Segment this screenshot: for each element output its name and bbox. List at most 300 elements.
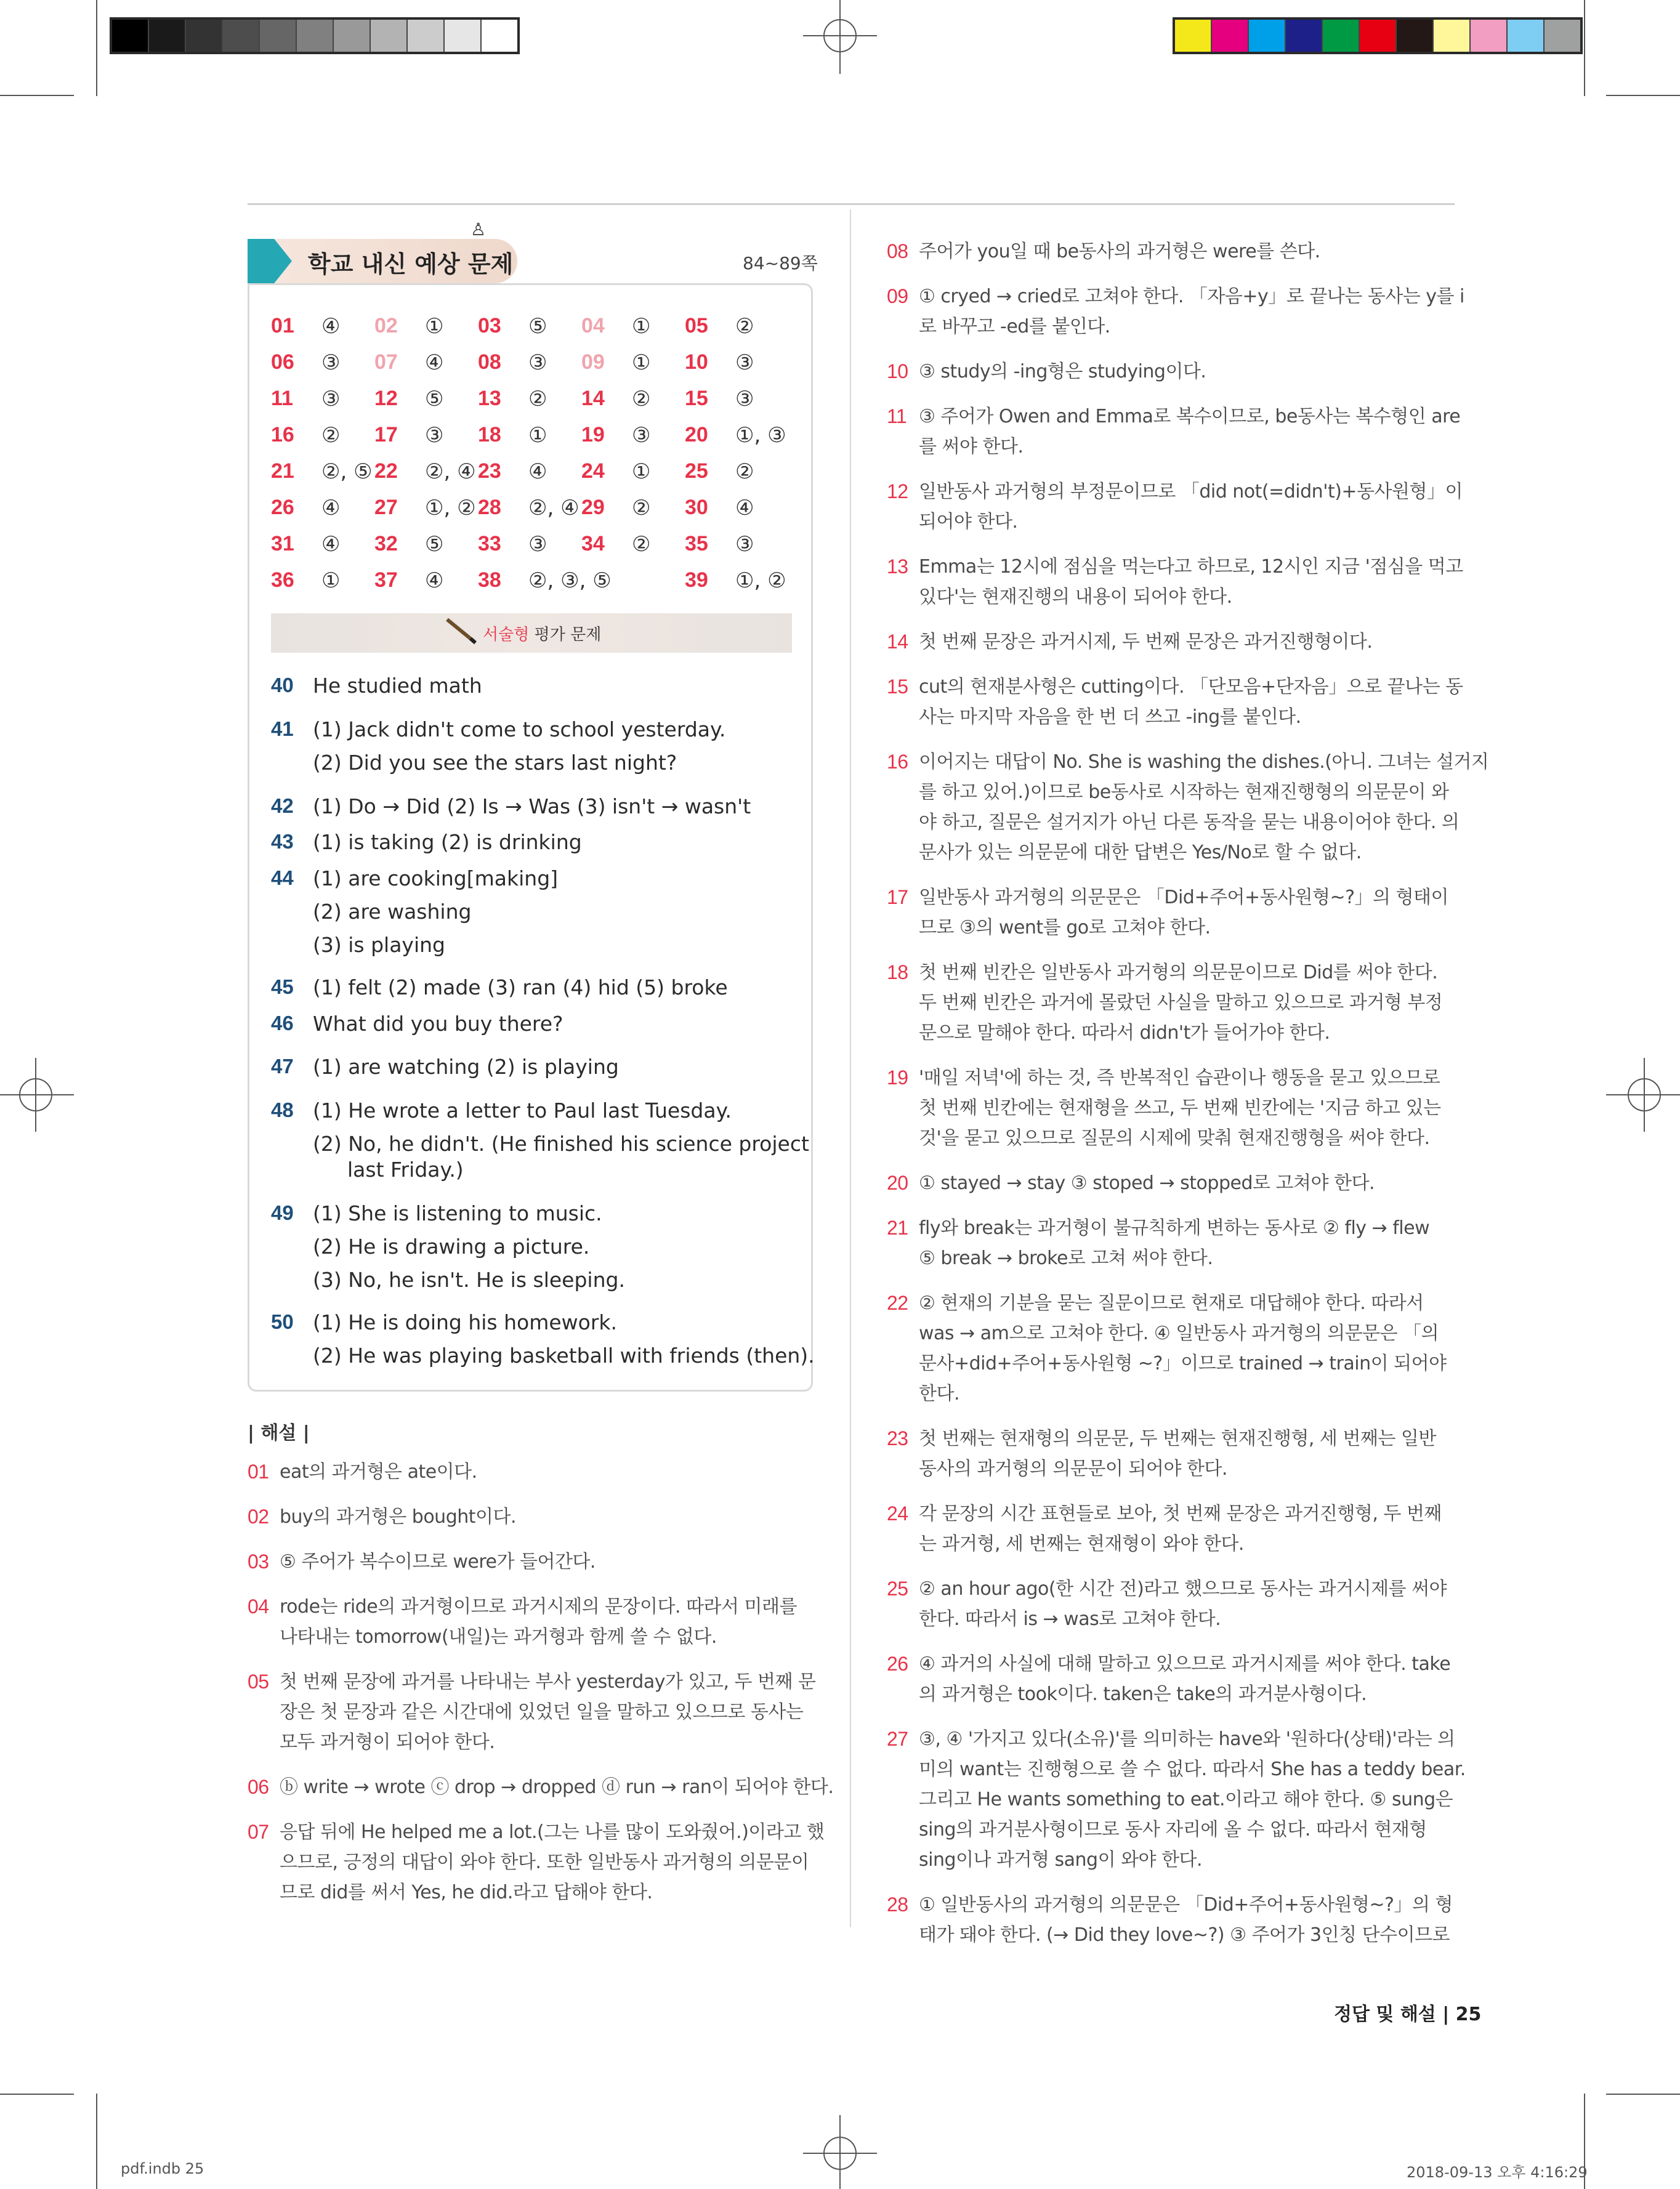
- explanation-number: 05: [248, 1671, 269, 1693]
- explanation-line: 한다.: [919, 1383, 959, 1405]
- answer-value: ③: [528, 350, 547, 375]
- answer-number: 01: [271, 313, 294, 337]
- explanation-line: 첫 번째 문장은 과거시제, 두 번째 문장은 과거진행형이다.: [919, 631, 1373, 653]
- explanation-line: 일반동사 과거형의 의문문은 「Did+주어+동사원형~?」의 형태이: [919, 887, 1449, 908]
- answer-cell: [271, 423, 374, 448]
- answer-number: 28: [478, 495, 501, 519]
- answer-value: ②, ④: [528, 495, 580, 520]
- explanation-line: 한다. 따라서 is → was로 고쳐야 한다.: [919, 1608, 1221, 1630]
- answer-cell: [271, 350, 374, 375]
- explanation-line: 첫 번째는 현재형의 의문문, 두 번째는 현재진행형, 세 번째는 일반: [919, 1428, 1436, 1449]
- explanation-text: [919, 957, 1442, 1048]
- question-number: 41: [271, 717, 294, 740]
- explanation-number: 17: [887, 886, 908, 908]
- answer-number: 29: [581, 495, 605, 519]
- essay-label-colored: 서술형: [483, 626, 530, 644]
- answer-text: (1) Do → Did (2) Is → Was (3) isn't → wasn't: [313, 794, 751, 818]
- file-slug: pdf.indb 25: [121, 2160, 204, 2177]
- answer-value: ③: [321, 386, 341, 411]
- answer-number: 20: [685, 422, 708, 446]
- answer-row: [271, 417, 801, 453]
- answer-value: ④: [321, 531, 341, 557]
- answer-row: [271, 562, 801, 599]
- answer-cell: [581, 350, 685, 375]
- color-swatch: [1397, 20, 1434, 52]
- explanation-line: 첫 번째 빈칸은 일반동사 과거형의 의문문이므로 Did를 써야 한다.: [919, 962, 1438, 983]
- registration-mark-icon: [803, 2115, 877, 2189]
- explanation-line: 므로 did를 써서 Yes, he did.라고 답해야 한다.: [280, 1882, 653, 1903]
- registration-mark-icon: [1606, 1058, 1680, 1132]
- answer-cell: [685, 423, 788, 448]
- answer-cell: [478, 350, 581, 375]
- explanation-number: 25: [887, 1578, 908, 1600]
- color-swatch: [260, 20, 297, 52]
- answer-value: ②, ⑤: [321, 459, 373, 484]
- answer-cell: [374, 532, 478, 557]
- answer-number: 13: [478, 386, 501, 410]
- answer-number: 05: [685, 313, 708, 337]
- answer-cell: [374, 314, 478, 339]
- answer-text: (1) He is doing his homework.: [313, 1310, 618, 1334]
- color-swatch: [112, 20, 149, 52]
- answer-row: [271, 490, 801, 526]
- answer-number: 09: [581, 350, 605, 374]
- answer-text: (3) is playing: [313, 933, 445, 957]
- answer-number: 30: [685, 495, 708, 519]
- explanation-text: [919, 1213, 1429, 1273]
- explanation-line: 장은 첫 문장과 같은 시간대에 있었던 일을 말하고 있으므로 동사는: [280, 1701, 804, 1723]
- color-swatch: [408, 20, 445, 52]
- answer-cell: [581, 496, 685, 520]
- explanation-number: 13: [887, 555, 908, 578]
- explanation-line: 태가 돼야 한다. (→ Did they love~?) ③ 주어가 3인칭 단수이므로: [919, 1924, 1450, 1946]
- explanation-line: buy의 과거형은 bought이다.: [280, 1506, 517, 1528]
- answer-value: ④: [425, 568, 444, 593]
- answer-number: 37: [374, 568, 398, 592]
- answer-number: 22: [374, 459, 398, 483]
- explanation-number: 14: [887, 631, 908, 653]
- question-number: 45: [271, 975, 294, 998]
- answer-value: ③: [735, 531, 754, 557]
- explanation-line: 각 문장의 시간 표현들로 보아, 첫 번째 문장은 과거진행형, 두 번째: [919, 1503, 1442, 1525]
- question-number: 49: [271, 1201, 294, 1224]
- crop-mark: [96, 2094, 97, 2189]
- answer-number: 16: [271, 422, 294, 446]
- answer-number: 15: [685, 386, 708, 410]
- explanation-number: 11: [887, 405, 907, 427]
- explanation-text: [919, 1574, 1447, 1634]
- explanation-text: [919, 1890, 1453, 1950]
- explanation-line: sing이나 과거형 sang이 와야 한다.: [919, 1849, 1203, 1871]
- explanation-text: [919, 627, 1372, 657]
- explanation-number: 02: [248, 1506, 269, 1528]
- explanation-text: [919, 1168, 1375, 1198]
- question-number: 50: [271, 1310, 294, 1333]
- answer-number: 31: [271, 531, 294, 555]
- answer-value: ③: [632, 422, 651, 448]
- color-swatch: [445, 20, 482, 52]
- top-rule: [248, 203, 1455, 205]
- explanation-text: [919, 357, 1206, 387]
- explanation-line: ⑤ break → broke로 고쳐 써야 한다.: [919, 1248, 1213, 1269]
- explanation-number: 10: [887, 360, 908, 382]
- answer-value: ⑤: [528, 313, 547, 339]
- explanation-line: ⓑ write → wrote ⓒ drop → dropped ⓓ run → ran이 되어야 한다.: [280, 1776, 834, 1798]
- color-swatch: [1545, 20, 1580, 52]
- answer-number: 35: [685, 531, 708, 555]
- explanation-line: 으므로, 긍정의 대답이 와야 한다. 또한 일반동사 과거형의 의문문이: [280, 1852, 809, 1873]
- answer-text: (1) Jack didn't come to school yesterday.: [313, 717, 726, 741]
- answer-value: ②: [632, 531, 651, 557]
- explanation-number: 15: [887, 675, 908, 698]
- explanation-text: [919, 552, 1463, 612]
- answer-row: [271, 308, 801, 344]
- color-swatch: [1323, 20, 1360, 52]
- answer-cell: [581, 459, 685, 484]
- answer-number: 17: [374, 422, 398, 446]
- answer-cell: [478, 387, 581, 411]
- answer-value: ②, ④: [425, 459, 476, 484]
- answer-cell: [478, 496, 581, 520]
- explanation-line: ① stayed → stay ③ stoped → stopped로 고쳐야 한다.: [919, 1172, 1375, 1194]
- explanation-line: was → am으로 고쳐야 한다. ④ 일반동사 과거형의 의문문은 「의: [919, 1323, 1439, 1344]
- answer-cell: [271, 496, 374, 520]
- explanation-number: 08: [887, 240, 908, 262]
- explanation-number: 24: [887, 1502, 908, 1525]
- question-number: 47: [271, 1055, 294, 1078]
- answer-text: (2) are washing: [313, 900, 472, 924]
- essay-label-rest: 평가 문제: [529, 626, 602, 644]
- explanation-line: 사는 마지막 자음을 한 번 더 쓰고 -ing를 붙인다.: [919, 706, 1301, 728]
- answer-row: [271, 453, 801, 490]
- answer-number: 32: [374, 531, 398, 555]
- explanation-line: ① cryed → cried로 고쳐야 한다. 「자음+y」로 끝나는 동사는 y를 i: [919, 286, 1464, 307]
- answer-number: 19: [581, 422, 605, 446]
- explanation-line: 있다'는 현재진행의 내용이 되어야 한다.: [919, 586, 1232, 608]
- explanation-number: 07: [248, 1821, 269, 1843]
- page-footer-label: 정답 및 해설 | 25: [1334, 2004, 1482, 2025]
- crop-mark: [1606, 2094, 1680, 2095]
- answer-cell: [478, 532, 581, 557]
- color-swatch: [1212, 20, 1249, 52]
- color-swatch: [223, 20, 260, 52]
- answer-number: 27: [374, 495, 398, 519]
- answer-cell: [478, 568, 685, 593]
- answer-number: 34: [581, 531, 605, 555]
- answer-value: ②: [528, 386, 547, 411]
- answer-value: ①: [321, 568, 341, 593]
- answer-number: 04: [581, 313, 605, 337]
- explanation-text: [919, 401, 1460, 462]
- answer-value: ③: [425, 422, 444, 448]
- explanation-line: 미의 want는 진행형으로 쓸 수 없다. 따라서 She has a teddy bear.: [919, 1759, 1466, 1780]
- answer-cell: [581, 423, 685, 448]
- answer-cell: [685, 496, 788, 520]
- answer-text: (3) No, he isn't. He is sleeping.: [313, 1268, 625, 1292]
- answer-number: 10: [685, 350, 708, 374]
- explanation-line: 첫 번째 문장에 과거를 나타내는 부사 yesterday가 있고, 두 번째 문: [280, 1671, 816, 1693]
- answer-value: ④: [321, 495, 341, 520]
- color-swatch: [186, 20, 223, 52]
- explanation-number: 06: [248, 1776, 269, 1798]
- answer-number: 06: [271, 350, 294, 374]
- color-swatch: [149, 20, 186, 52]
- answer-cell: [374, 423, 478, 448]
- answer-cell: [271, 532, 374, 557]
- question-number: 48: [271, 1099, 294, 1121]
- explanation-number: 28: [887, 1893, 908, 1916]
- explanation-line: 문으로 말해야 한다. 따라서 didn't가 들어가야 한다.: [919, 1022, 1330, 1044]
- explanation-number: 04: [248, 1595, 269, 1618]
- explanation-number: 21: [887, 1217, 908, 1239]
- page-range: 84~89쪽: [743, 253, 818, 273]
- color-swatch: [1249, 20, 1286, 52]
- explanation-line: rode는 ride의 과거형이므로 과거시제의 문장이다. 따라서 미래를: [280, 1596, 797, 1618]
- answer-number: 08: [478, 350, 501, 374]
- cmyk-color-bar: [1173, 17, 1583, 54]
- answer-value: ②, ③, ⑤: [528, 568, 612, 593]
- question-number: 46: [271, 1012, 294, 1034]
- answer-value: ①: [632, 350, 651, 375]
- answer-value: ①: [425, 313, 444, 339]
- explanation-line: 는 과거형, 세 번째는 현재형이 와야 한다.: [919, 1533, 1244, 1555]
- explanation-line: '매일 저녁'에 하는 것, 즉 반복적인 습관이나 행동을 묻고 있으므로: [919, 1067, 1440, 1089]
- color-swatch: [1471, 20, 1508, 52]
- explanation-line: 문사+did+주어+동사원형 ~?」이므로 trained → train이 되어야: [919, 1353, 1447, 1374]
- explanation-number: 12: [887, 480, 908, 502]
- answer-row: [271, 526, 801, 562]
- explanation-text: [280, 1547, 596, 1577]
- question-number: 42: [271, 794, 294, 817]
- answer-cell: [374, 496, 478, 520]
- answer-number: 33: [478, 531, 501, 555]
- answer-number: 24: [581, 459, 605, 483]
- answer-number: 36: [271, 568, 294, 592]
- explanation-text: [919, 1288, 1447, 1409]
- answer-cell: [271, 387, 374, 411]
- answer-value: ①: [632, 313, 651, 339]
- student-icon: ♙: [470, 219, 487, 240]
- color-swatch: [1175, 20, 1212, 52]
- pencil-icon: [443, 616, 480, 647]
- explanation-line: cut의 현재분사형은 cutting이다. 「단모음+단자음」으로 끝나는 동: [919, 676, 1463, 698]
- answer-value: ②: [632, 495, 651, 520]
- answer-cell: [271, 459, 374, 484]
- explanation-number: 09: [887, 285, 908, 307]
- answer-number: 25: [685, 459, 708, 483]
- answer-text: (2) Did you see the stars last night?: [313, 751, 677, 775]
- answer-cell: [581, 532, 685, 557]
- answer-value: ②: [735, 459, 754, 484]
- explanation-number: 18: [887, 961, 908, 983]
- answer-number: 14: [581, 386, 605, 410]
- crop-mark: [0, 2094, 74, 2095]
- answer-text: (1) are watching (2) is playing: [313, 1055, 619, 1079]
- explanation-line: ② 현재의 기분을 묻는 질문이므로 현재로 대답해야 한다. 따라서: [919, 1292, 1424, 1314]
- crop-mark: [0, 95, 74, 96]
- answer-cell: [581, 314, 685, 339]
- answer-number: 38: [478, 568, 501, 592]
- explanation-text: [919, 1649, 1450, 1709]
- explanation-line: ③, ④ '가지고 있다(소유)'를 의미하는 have와 '원하다(상태)'라는 의: [919, 1728, 1455, 1750]
- section-title: 학교 내신 예상 문제: [308, 251, 514, 278]
- explanation-line: ③ 주어가 Owen and Emma로 복수이므로, be동사는 복수형인 are: [919, 406, 1461, 427]
- color-swatch: [1434, 20, 1471, 52]
- explanation-line: sing의 과거분사형이므로 동사 자리에 올 수 없다. 따라서 현재형: [919, 1819, 1427, 1840]
- answer-number: 21: [271, 459, 294, 483]
- answer-cell: [478, 423, 581, 448]
- color-swatch: [1286, 20, 1323, 52]
- explanation-number: 01: [248, 1461, 269, 1483]
- answer-cell: [271, 568, 374, 593]
- explanation-number: 27: [887, 1728, 908, 1750]
- registration-mark-icon: [0, 1058, 74, 1132]
- explanation-number: 20: [887, 1172, 908, 1194]
- answer-cell: [374, 387, 478, 411]
- crop-mark: [96, 0, 97, 96]
- explanation-line: 응답 뒤에 He helped me a lot.(그는 나를 많이 도와줬어.)이라고 했: [280, 1821, 825, 1843]
- question-number: 44: [271, 866, 294, 889]
- answer-value: ④: [425, 350, 444, 375]
- explanation-text: [280, 1457, 477, 1487]
- answer-number: 26: [271, 495, 294, 519]
- answer-text: (1) are cooking[making]: [313, 866, 559, 890]
- answer-row: [271, 381, 801, 417]
- explanation-line: 첫 번째 빈칸에는 현재형을 쓰고, 두 번째 빈칸에는 '지금 하고 있는: [919, 1097, 1441, 1119]
- explanation-line: 주어가 you일 때 be동사의 과거형은 were를 쓴다.: [919, 241, 1320, 262]
- answer-number: 11: [271, 386, 293, 410]
- explanation-line: 그리고 He wants something to eat.이라고 해야 한다. ⑤ sung은: [919, 1789, 1453, 1810]
- explanation-line: 를 써야 한다.: [919, 436, 1024, 458]
- explanation-text: [919, 672, 1463, 732]
- explanation-text: [280, 1592, 797, 1652]
- answer-cell: [271, 314, 374, 339]
- explanation-line: 문사가 있는 의문문에 대한 답변은 Yes/No로 할 수 없다.: [919, 842, 1362, 863]
- answer-value: ③: [735, 350, 754, 375]
- answer-text: What did you buy there?: [313, 1012, 563, 1036]
- explanation-number: 16: [887, 751, 908, 773]
- answer-text: last Friday.): [347, 1158, 464, 1182]
- answer-cell: [374, 350, 478, 375]
- answer-text: (1) She is listening to music.: [313, 1201, 602, 1225]
- explanation-line: 로 바꾸고 -ed를 붙인다.: [919, 316, 1110, 337]
- explanation-number: 22: [887, 1292, 908, 1314]
- color-swatch: [1360, 20, 1397, 52]
- answer-cell: [374, 568, 478, 593]
- gray-color-bar: [110, 17, 520, 54]
- explanation-line: eat의 과거형은 ate이다.: [280, 1461, 477, 1483]
- answer-number: 39: [685, 568, 708, 592]
- answer-cell: [685, 532, 788, 557]
- explanation-line: 모두 과거형이 되어야 한다.: [280, 1731, 495, 1753]
- answer-value: ⑤: [425, 531, 444, 557]
- answer-cell: [685, 568, 788, 593]
- color-swatch: [482, 20, 517, 52]
- explanation-text: [919, 477, 1463, 537]
- explanation-number: 26: [887, 1653, 908, 1675]
- explanation-text: [919, 747, 1488, 868]
- explanation-text: [280, 1772, 833, 1802]
- answer-grid: [271, 308, 801, 599]
- explanation-line: Emma는 12시에 점심을 먹는다고 하므로, 12시인 지금 '점심을 먹고: [919, 556, 1463, 578]
- answer-value: ③: [528, 531, 547, 557]
- explanation-line: ① 일반동사의 과거형의 의문문은 「Did+주어+동사원형~?」의 형: [919, 1894, 1453, 1916]
- answer-cell: [478, 459, 581, 484]
- answer-cell: [685, 350, 788, 375]
- answer-value: ②: [632, 386, 651, 411]
- explanation-line: 두 번째 빈칸은 과거에 몰랐던 사실을 말하고 있으므로 과거형 부정: [919, 992, 1443, 1014]
- answer-value: ②: [735, 313, 754, 339]
- color-swatch: [334, 20, 371, 52]
- explanation-line: 것'을 묻고 있으므로 질문의 시제에 맞춰 현재진행형을 써야 한다.: [919, 1127, 1430, 1149]
- explanation-line: 되어야 한다.: [919, 511, 1018, 533]
- answer-value: ①, ③: [735, 422, 786, 448]
- answer-value: ①: [632, 459, 651, 484]
- answer-value: ①, ②: [425, 495, 476, 520]
- answer-cell: [374, 459, 478, 484]
- answer-text: (2) He is drawing a picture.: [313, 1235, 590, 1259]
- answer-value: ①, ②: [735, 568, 786, 593]
- answer-value: ③: [321, 350, 341, 375]
- answer-text: (1) is taking (2) is drinking: [313, 830, 582, 854]
- answer-text: (1) He wrote a letter to Paul last Tuesday.: [313, 1099, 732, 1123]
- explanation-line: 나타내는 tomorrow(내일)는 과거형과 함께 쓸 수 없다.: [280, 1626, 717, 1648]
- answer-text: He studied math: [313, 674, 482, 698]
- question-number: 43: [271, 830, 294, 853]
- explanation-text: [919, 882, 1448, 943]
- answer-value: ③: [735, 386, 754, 411]
- explanation-number: 19: [887, 1066, 908, 1089]
- explanation-text: [919, 1724, 1466, 1875]
- answer-value: ②: [321, 422, 341, 448]
- answer-number: 12: [374, 386, 398, 410]
- explanation-line: 의 과거형은 took이다. taken은 take의 과거분사형이다.: [919, 1683, 1367, 1705]
- explanation-text: [919, 281, 1464, 342]
- explanation-line: ③ study의 -ing형은 studying이다.: [919, 361, 1206, 382]
- answer-number: 07: [374, 350, 398, 374]
- answer-cell: [581, 387, 685, 411]
- column-divider: [850, 209, 851, 1927]
- explanation-text: [280, 1667, 816, 1757]
- answer-cell: [685, 387, 788, 411]
- explanation-line: 를 하고 있어.)이므로 be동사로 시작하는 현재진행형의 의문문이 와: [919, 781, 1449, 803]
- explanation-text: [919, 1063, 1441, 1153]
- explanation-line: 므로 ③의 went를 go로 고쳐야 한다.: [919, 917, 1211, 938]
- answer-value: ④: [528, 459, 547, 484]
- explanation-line: ④ 과거의 사실에 대해 말하고 있으므로 과거시제를 써야 한다. take: [919, 1653, 1451, 1675]
- explanation-text: [919, 1424, 1436, 1484]
- explanation-line: 일반동사 과거형의 부정문이므로 「did not(=didn't)+동사원형」이: [919, 481, 1463, 502]
- answer-cell: [685, 314, 788, 339]
- answer-value: ①: [528, 422, 547, 448]
- color-swatch: [297, 20, 334, 52]
- explanation-line: 동사의 과거형의 의문문이 되어야 한다.: [919, 1458, 1227, 1480]
- answer-cell: [685, 459, 788, 484]
- explanation-text: [919, 236, 1320, 267]
- answer-number: 23: [478, 459, 501, 483]
- color-swatch: [371, 20, 408, 52]
- explanation-line: fly와 break는 과거형이 불규칙하게 변하는 동사로 ② fly → flew: [919, 1217, 1430, 1239]
- answer-text: (2) No, he didn't. (He finished his science project: [313, 1132, 809, 1156]
- color-swatch: [1508, 20, 1545, 52]
- crop-mark: [1606, 95, 1680, 96]
- explanation-line: ⑤ 주어가 복수이므로 were가 들어간다.: [280, 1551, 596, 1573]
- explanation-heading: | 해설 |: [248, 1422, 310, 1444]
- answer-value: ④: [321, 313, 341, 339]
- answer-cell: [478, 314, 581, 339]
- answer-value: ⑤: [425, 386, 444, 411]
- explanation-number: 03: [248, 1550, 269, 1573]
